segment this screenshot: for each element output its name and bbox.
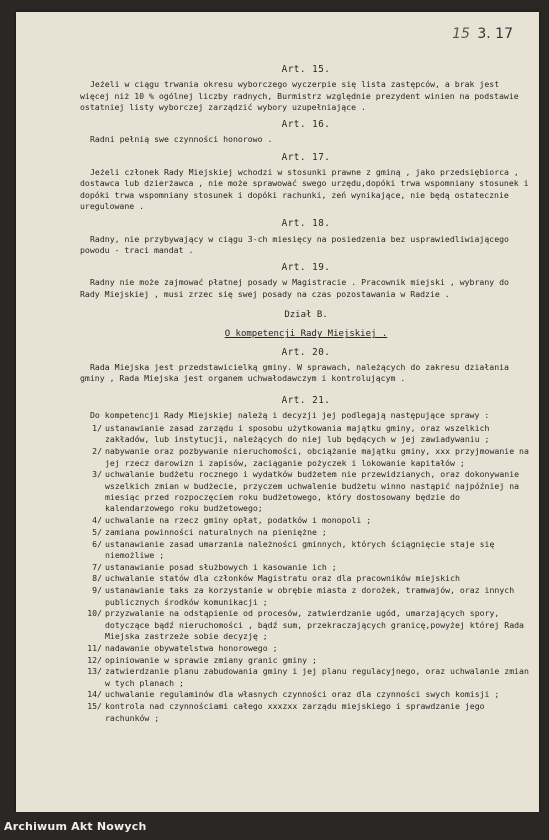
list-item-text: uchwalanie regulaminów dla własnych czynności oraz dla czynności swych komisji ; xyxy=(105,689,500,700)
list-item-number: 1/ xyxy=(92,423,102,434)
list-item xyxy=(80,573,532,584)
list-item-number: 4/ xyxy=(92,515,102,525)
list-item xyxy=(80,539,532,562)
article-heading: Art. 17. xyxy=(281,151,331,163)
list-item xyxy=(80,666,532,689)
list-item xyxy=(80,562,532,573)
article-text: Do kompetencji Rady Miejskiej należą i decyzji jej podlegają następujące sprawy : xyxy=(90,409,490,420)
archive-footer xyxy=(0,812,549,840)
list-item-text: opiniowanie w sprawie zmiany granic gminy ; xyxy=(105,654,317,665)
section-title: Dział B. xyxy=(284,310,328,321)
article-heading: Art. 20. xyxy=(281,346,331,358)
list-item-number: 3/ xyxy=(92,469,102,480)
article-text: Radny nie może zajmować płatnej posady w Magistracie . Pracownik miejski , wybrany do Rady Miejskiej , musi zrzec się swej posady na czas pozostawania w Radzie . xyxy=(80,277,509,299)
article-text: Radni pełnią swe czynności honorowo . xyxy=(90,134,273,145)
article-heading: Art. 15. xyxy=(281,64,331,75)
list-item-text: kontrola nad czynnościami całego xxxzxx zarządu miejskiego i sprawdzanie jego rachunków ; xyxy=(105,701,485,723)
list-item-text: przyzwalanie na odstąpienie od procesów, zatwierdzanie ugód, umarzających spory, dotyczące bądź nieruchomości , bądź sum, przekraczających granicę,powyżej której Rada Miejska zastrzeże sobie decyzję ; xyxy=(105,608,524,641)
list-item-text: nabywanie oraz pozbywanie nieruchomości, obciążanie majątku gminy, xxx przyjmowanie na jej rzecz darowizn i zapisów, zaciąganie pożyczek i lokowanie kapitałów ; xyxy=(105,446,529,468)
article-text: Jeżeli członek Rady Miejskiej wchodzi w stosunki prawne z gminą , jako przedsiębiorca , dostawca lub dzierżawca , nie może sprawować swego urzędu,dopóki trwa wspomniany stosunek i dopóki trwa wspomniany stosunek i dopóki rachunki, zeń wynikające, nie będą ostatecznie uregulowane . xyxy=(80,167,529,211)
list-item xyxy=(80,643,532,654)
document-page xyxy=(16,12,539,812)
article-heading: Art. 16. xyxy=(281,119,331,131)
list-item-number: 7/ xyxy=(92,561,102,572)
list-item-text: nadawanie obywatelstwa honorowego ; xyxy=(105,642,278,653)
competence-list xyxy=(80,423,532,724)
list-item-number: 10/ xyxy=(87,608,102,619)
list-item xyxy=(80,469,532,514)
list-item-text: ustanawianie zasad umarzania należności gminnych, których ściągnięcie staje się niemożliwe ; xyxy=(105,538,495,560)
list-item-number: 13/ xyxy=(87,666,102,677)
list-item xyxy=(80,446,532,469)
article-heading: Art. 19. xyxy=(281,262,331,274)
list-item xyxy=(80,655,532,666)
list-item-number: 8/ xyxy=(92,573,102,584)
list-item-text: uchwalanie statów dla członków Magistratu oraz dla pracowników miejskich xyxy=(105,573,460,584)
list-item-text: zatwierdzanie planu zabudowania gminy i jej planu regulacyjnego, oraz uchwalanie zmian w tych planach ; xyxy=(105,666,529,688)
document-body xyxy=(80,64,532,724)
list-item-number: 6/ xyxy=(92,538,102,549)
list-item xyxy=(80,423,532,446)
list-item-text: uchwalanie budżetu rocznego i wydatków budżetem nie przewidzianych, oraz dokonywanie wszelkich zmian w budżecie, przyczem uchwalenie budżetu winno nastąpić najpóźniej na miesiąc przed rozpoczęciem roku budżetowego, który dostosowany będzie do kalendarzowego roku budżetowego; xyxy=(105,469,520,514)
article-text: Jeżeli w ciągu trwania okresu wyborczego wyczerpie się lista zastępców, a brak jest więcej niż 10 % ogólnej liczby radnych, Burmistrz względnie prezydent winien na podstawie ostatniej listy wyborczej zarządzić wybory uzupełniające . xyxy=(80,79,519,112)
list-item xyxy=(80,515,532,526)
article-heading: Art. 18. xyxy=(281,218,331,230)
typed-page-number: 3. 17 xyxy=(477,26,513,42)
page-number xyxy=(452,26,513,42)
list-item-text: uchwalanie na rzecz gminy opłat, podatków i monopoli ; xyxy=(105,515,372,525)
list-item xyxy=(80,689,532,700)
article-text: Rada Miejska jest przedstawicielką gminy. W sprawach, należących do zakresu działania gminy , Rada Miejska jest organem uchwałodawczym i kontrolującym . xyxy=(80,361,509,384)
list-item-text: ustanawianie posad służbowych i kasowanie ich ; xyxy=(105,561,337,572)
list-item xyxy=(80,701,532,724)
list-item-text: ustanawianie zasad zarządu i sposobu użytkowania majątku gminy, oraz wszelkich zakładów, lub instytucji, należących do niej lub będących w jej zawiadywaniu ; xyxy=(105,423,490,445)
list-item xyxy=(80,585,532,608)
list-item-number: 9/ xyxy=(92,585,102,596)
list-item-number: 2/ xyxy=(92,446,102,457)
article-heading: Art. 21. xyxy=(281,394,331,406)
article-text: Radny, nie przybywający w ciągu 3-ch miesięcy na posiedzenia bez usprawiedliwiającego powodu - traci mandat . xyxy=(80,233,509,255)
handwritten-page-number: 15 xyxy=(452,26,470,42)
section-subtitle: O kompetencji Rady Miejskiej . xyxy=(224,329,388,340)
list-item-number: 15/ xyxy=(87,701,102,712)
list-item-text: ustanawianie taks za korzystanie w obrębie miasta z dorożek, tramwajów, oraz innych publicznych środków komunikacji ; xyxy=(105,585,515,607)
list-item-text: zamiana powinności naturalnych na pieniężne ; xyxy=(105,526,327,537)
list-item-number: 11/ xyxy=(87,642,102,653)
list-item xyxy=(80,527,532,538)
list-item-number: 5/ xyxy=(92,526,102,537)
list-item-number: 12/ xyxy=(87,654,102,665)
list-item xyxy=(80,608,532,642)
archive-label: Archiwum Akt Nowych xyxy=(4,820,147,833)
list-item-number: 14/ xyxy=(87,689,102,700)
